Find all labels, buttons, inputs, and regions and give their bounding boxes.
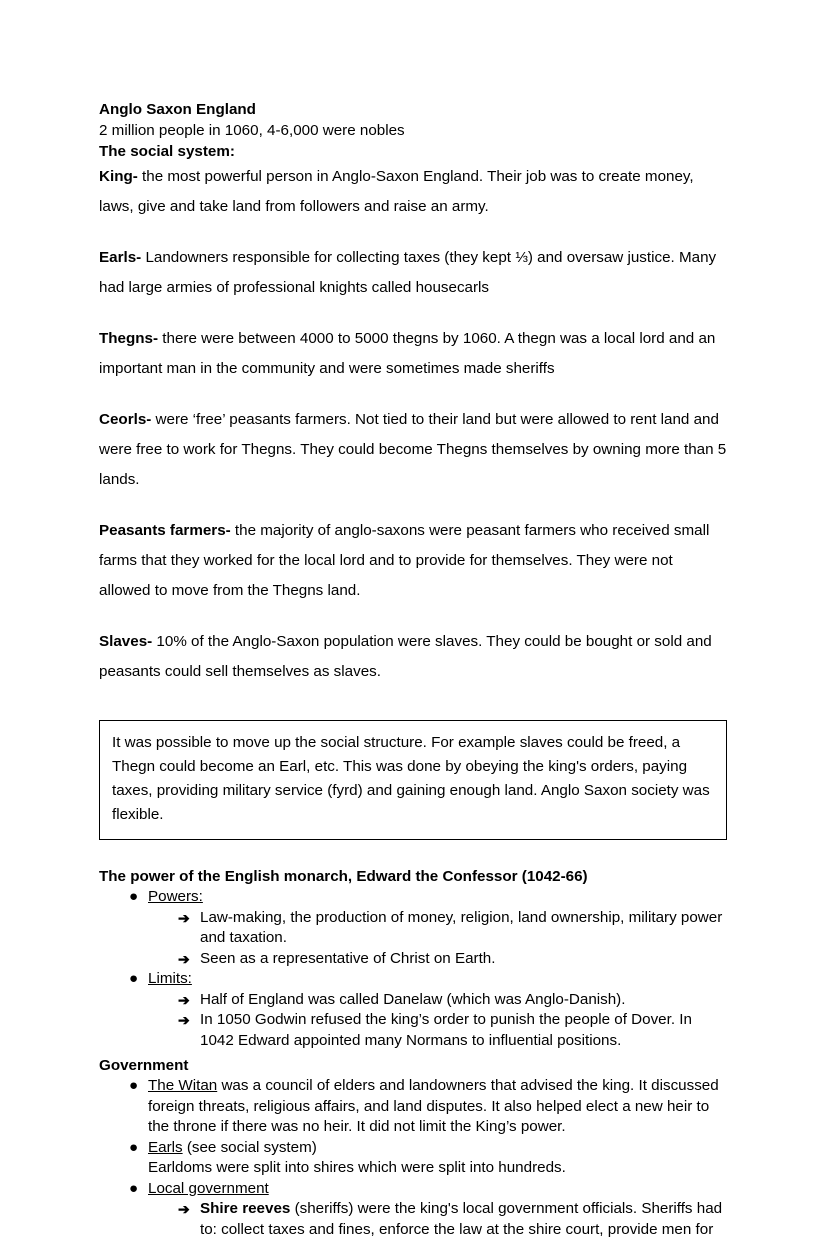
bullet-icon: ● [129,887,138,908]
arrow-icon: ➔ [178,1199,190,1220]
local-government-sub-list [148,1199,728,1240]
term-label: Ceorls- [99,411,151,428]
sub-item-text: Half of England was called Danelaw (which was Anglo-Danish). [200,991,625,1008]
term-label: Slaves- [99,633,152,650]
list-item-witan [99,1076,728,1138]
callout-box [99,720,727,840]
government-heading: Government [99,1055,728,1076]
item-second-line: Earldoms were split into shires which were split into hundreds. [148,1158,728,1179]
list-item-local-government [99,1179,728,1240]
term-label: Thegns- [99,330,158,347]
underlined-lead: The Witan [148,1077,217,1094]
item-text: (see social system) [183,1139,317,1156]
arrow-icon: ➔ [178,1010,190,1031]
term-description: the most powerful person in Anglo-Saxon England. Their job was to create money, laws, give and take land from followers and raise an army. [99,168,694,215]
underlined-lead: Local government [148,1180,269,1197]
list-item [148,990,728,1011]
sub-item-text: In 1050 Godwin refused the king’s order to punish the people of Dover. In 1042 Edward appointed many Normans to influential positions. [200,1011,692,1049]
title-block [99,99,728,162]
list-item [148,1199,728,1240]
social-class-king [99,162,728,222]
term-description: 10% of the Anglo-Saxon population were slaves. They could be bought or sold and peasants could sell themselves as slaves. [99,633,712,680]
page-title: Anglo Saxon England [99,99,728,120]
term-description: Landowners responsible for collecting taxes (they kept ⅓) and oversaw justice. Many had large armies of professional knights called housecarls [99,249,716,296]
list-item-earls [99,1138,728,1179]
term-description: were ‘free’ peasants farmers. Not tied to their land but were allowed to rent land and were free to work for Thegns. They could become Thegns themselves by owning more than 5 lands. [99,411,726,488]
social-class-slaves [99,627,728,687]
social-class-ceorls [99,405,728,495]
powers-sub-list [148,908,728,970]
social-class-peasants [99,516,728,606]
list-item [148,908,728,949]
bullet-icon: ● [129,1138,138,1159]
monarch-bullet-list [99,887,728,1051]
bullet-icon: ● [129,1179,138,1200]
arrow-icon: ➔ [178,908,190,929]
list-item-powers [99,887,728,969]
social-class-earls [99,243,728,303]
document-body [99,99,728,1240]
term-description: there were between 4000 to 5000 thegns by 1060. A thegn was a local lord and an important man in the community and were sometimes made sheriffs [99,330,715,377]
term-label: King- [99,168,138,185]
intro-line: 2 million people in 1060, 4-6,000 were nobles [99,120,728,141]
item-text: was a council of elders and landowners that advised the king. It discussed foreign threats, religious affairs, and land disputes. It also helped elect a new heir to the throne if there was no heir. It did not limit the King’s power. [148,1077,719,1135]
limits-sub-list [148,990,728,1052]
social-system-heading: The social system: [99,141,728,162]
sub-item-text: Seen as a representative of Christ on Earth. [200,950,495,967]
list-item-limits [99,969,728,1051]
list-item [148,949,728,970]
bullet-icon: ● [129,1076,138,1097]
term-description: the majority of anglo-saxons were peasant farmers who received small farms that they worked for the local lord and to provide for themselves. They were not allowed to move from the Thegns land. [99,522,709,599]
sub-item-text: Law-making, the production of money, religion, land ownership, military power and taxation. [200,909,722,947]
social-class-thegns [99,324,728,384]
monarch-section [99,866,728,1051]
monarch-heading: The power of the English monarch, Edward the Confessor (1042-66) [99,866,728,887]
government-bullet-list [99,1076,728,1240]
bullet-icon: ● [129,969,138,990]
underlined-lead: Earls [148,1139,183,1156]
bullet-label: Powers: [148,887,728,908]
bullet-label: Limits: [148,969,728,990]
list-item [148,1010,728,1051]
sub-item-text: (sheriffs) were the king's local government officials. Sheriffs had to: collect taxes and fines, enforce the law at the shire court, provide men for [200,1200,722,1238]
term-label: Peasants farmers- [99,522,231,539]
social-classes-list [99,162,728,687]
sub-item-bold-lead: Shire reeves [200,1200,290,1217]
arrow-icon: ➔ [178,990,190,1011]
government-section [99,1055,728,1240]
arrow-icon: ➔ [178,949,190,970]
term-label: Earls- [99,249,141,266]
callout-text: It was possible to move up the social structure. For example slaves could be freed, a Thegn could become an Earl, etc. This was done by obeying the king's orders, paying taxes, providing military service (fyrd) and gaining enough land. Anglo Saxon society was flexible. [112,731,714,827]
